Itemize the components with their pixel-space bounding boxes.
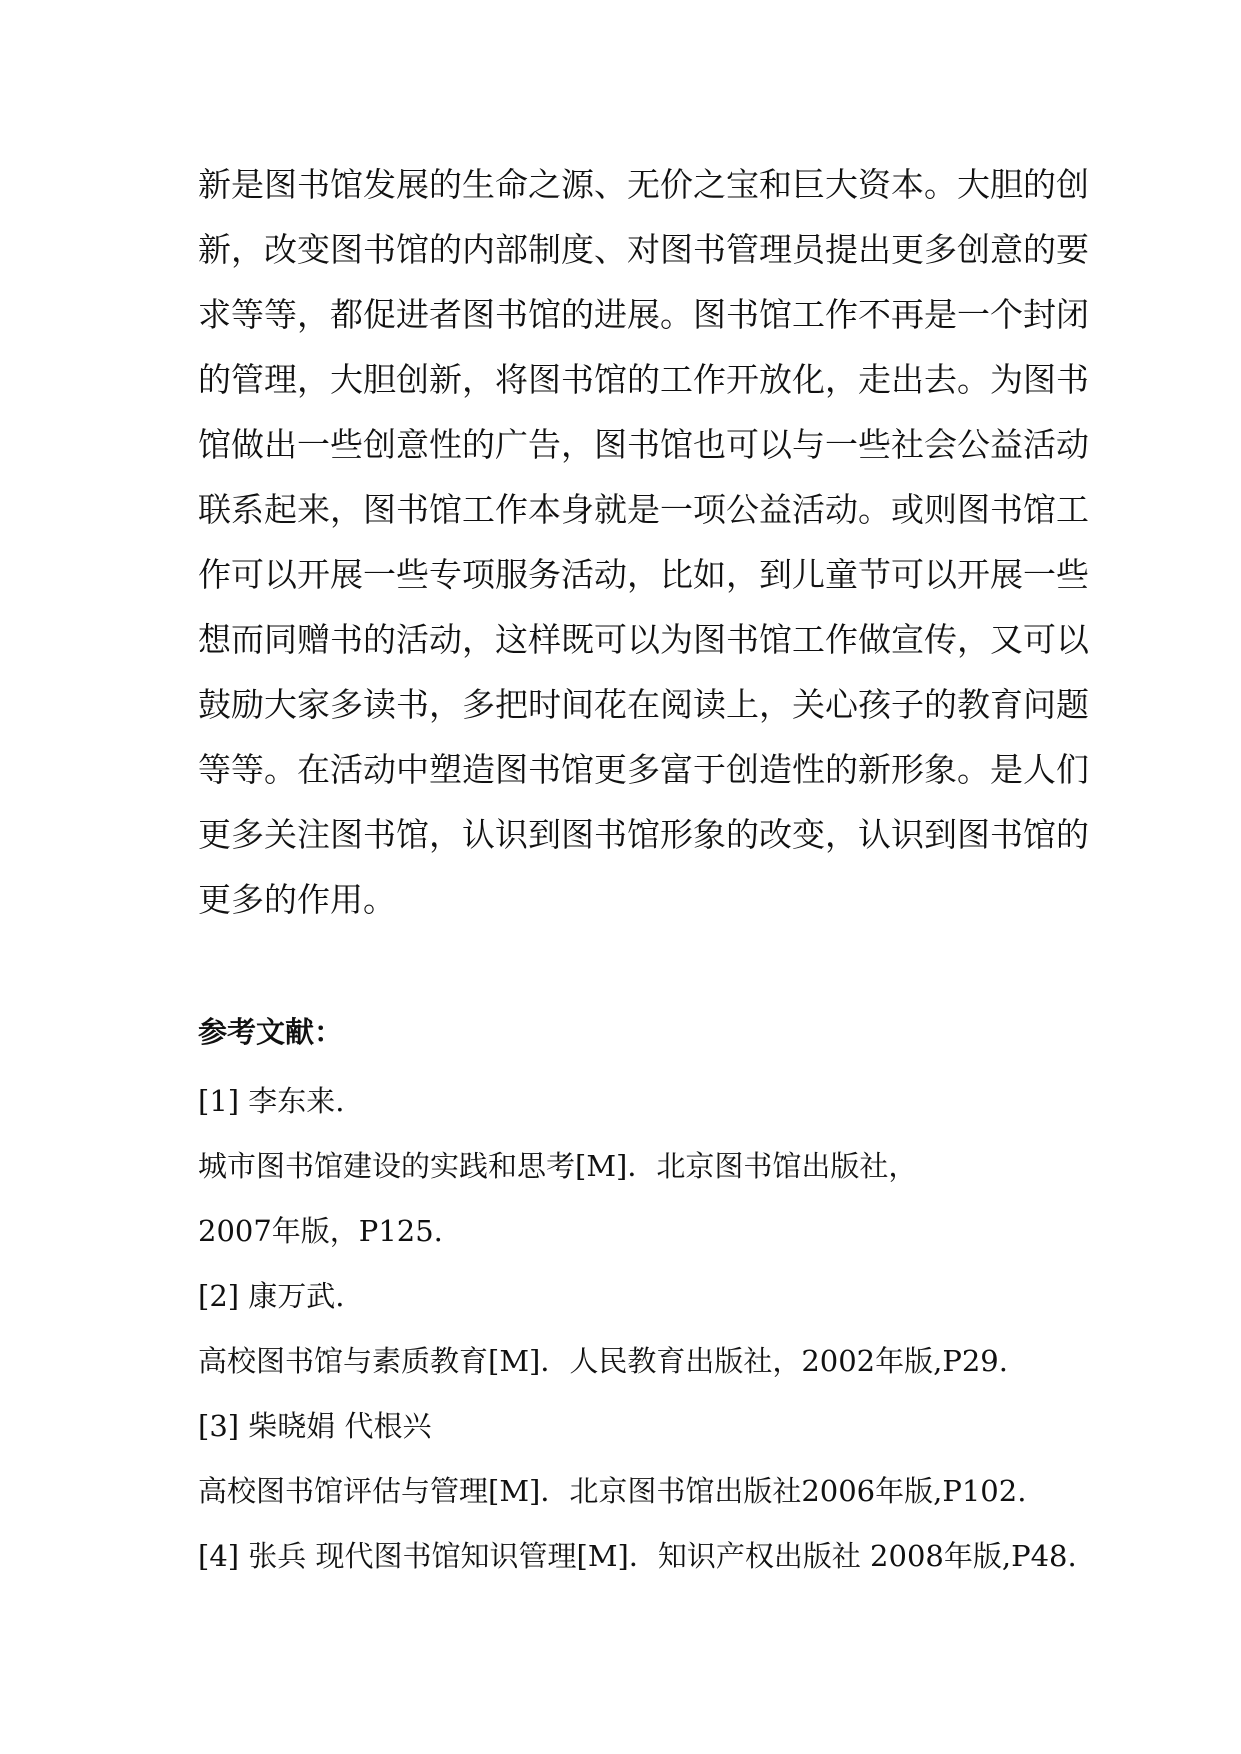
body-line: 等等。在活动中塑造图书馆更多富于创造性的新形象。是人们	[198, 750, 1089, 789]
references-section	[198, 1003, 1078, 1589]
reference-line: [4] 张兵 现代图书馆知识管理[M]．知识产权出版社 2008年版,P48.	[198, 1539, 1077, 1573]
body-line: 想而同赠书的活动，这样既可以为图书馆工作做宣传，又可以	[198, 620, 1089, 659]
body-line: 联系起来，图书馆工作本身就是一项公益活动。或则图书馆工	[198, 490, 1089, 529]
body-line: 求等等，都促进者图书馆的进展。图书馆工作不再是一个封闭	[198, 295, 1089, 334]
body-line: 鼓励大家多读书，多把时间花在阅读上，关心孩子的教育问题	[198, 685, 1089, 724]
body-line: 的管理，大胆创新，将图书馆的工作开放化，走出去。为图书	[198, 360, 1089, 399]
reference-line: 高校图书馆评估与管理[M]．北京图书馆出版社2006年版,P102.	[198, 1474, 1027, 1508]
body-line: 作可以开展一些专项服务活动，比如，到儿童节可以开展一些	[198, 555, 1089, 594]
body-line: 更多关注图书馆，认识到图书馆形象的改变，认识到图书馆的	[198, 815, 1089, 854]
references-heading: 参考文献：	[198, 1015, 344, 1049]
reference-line: 高校图书馆与素质教育[M]．人民教育出版社，2002年版,P29.	[198, 1344, 1008, 1378]
body-line: 新，改变图书馆的内部制度、对图书管理员提出更多创意的要	[198, 230, 1089, 269]
body-paragraph	[198, 152, 1089, 932]
body-line: 新是图书馆发展的生命之源、无价之宝和巨大资本。大胆的创	[198, 165, 1089, 204]
reference-line: [1] 李东来.	[198, 1084, 345, 1118]
body-line: 馆做出一些创意性的广告，图书馆也可以与一些社会公益活动	[198, 425, 1089, 464]
reference-line: 城市图书馆建设的实践和思考[M]．北京图书馆出版社，	[198, 1149, 918, 1183]
reference-line: [2] 康万武.	[198, 1279, 345, 1313]
reference-line: [3] 柴晓娟 代根兴	[198, 1409, 432, 1443]
body-line: 更多的作用。	[198, 880, 396, 919]
reference-line: 2007年版，P125.	[198, 1214, 443, 1248]
